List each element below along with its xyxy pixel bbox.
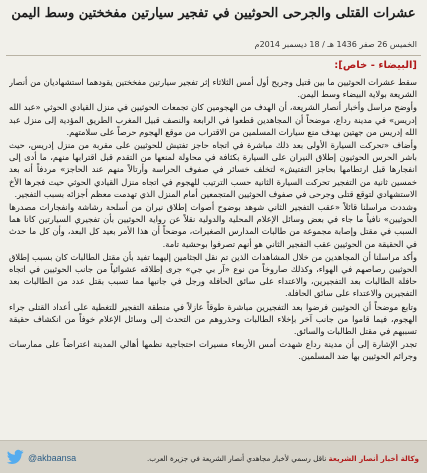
- twitter-handle[interactable]: @akbaansa: [28, 453, 77, 463]
- header-divider: [6, 55, 421, 56]
- twitter-bird-icon[interactable]: [6, 448, 24, 466]
- footer-bar: [0, 440, 427, 473]
- article-body: [9, 76, 417, 440]
- article-paragraph: وتابع موضحاً أن الحوثيين فرضوا بعد التفجيرين مباشرة طوقاً عازلاً في منطقة التفجير للتغطية على أعداد القتلى جراء الهجوم، فيما قاموا من جانب آخر بإخلاء الطالبات وحذروهم من التحدث إلى وسائل الإعلام خوفاً من انكشاف حقيقة تسببهم في مقتل الطالبات والسائق.: [9, 301, 417, 337]
- article-title: عشرات القتلى والجرحى الحوثيين في تفجير سيارتين مفخختين وسط اليمن: [11, 6, 416, 21]
- source-text: ناقل رسمي لأخبار مجاهدي أنصار الشريعة في جزيرة العرب.: [146, 454, 327, 463]
- article-date: الخميس 26 صفر 1436 هـ / 18 ديسمبر 2014م: [254, 40, 417, 49]
- article-paragraph: وشددت مراسلنا قائلاً «عقب التفجير الثاني شوهد بوضوح أصوات إطلاق نيران من أسلحة رشاشة وانفجارات مصدرها الحوثيين» نافياً ما جاء في بعض وسائل الإعلام المحلية والدولية نقلاً عن رواية الحوثيين بأن تفجيري السيارتين كانا هما السبب في مقتل وإصابة مجموعة من طالبات المدارس الصغيرات، موضحاً أن هذا الأمر بعيد كل البعد، وأن كل ما حدث في الحقيقة من الحوثيين عقب التفجير الثاني هو أنهم تصرفوا بوحشية تامة.: [9, 202, 417, 249]
- article-paragraph: سقط عشرات الحوثيين ما بين قتيل وجريح أول أمس الثلاثاء إثر تفجير سيارتين مفخختين يقودهما استشهاديان من أنصار الشريعة بولاية البيضاء وسط اليمن.: [9, 77, 417, 100]
- section-label: [البيضاء - خاص]:: [334, 60, 417, 71]
- article-paragraph: وأكد مراسلنا أن المجاهدين من خلال المشاهدات الذين تم نقل الجثامين إليهما تفيد بأن مقتل الطالبات كان بسبب إطلاق الحوثيين رصاصهم في الهواء، وكذلك صاروخاً من نوع «آر بي جي» جرى إطلاقه عشوائياً من جانب الحوثيين في اتجاه حافلة الطالبات بعد التفجيرين، والاعتداء على سائق الحافلة ورجل في جانبها مما تسبب بقتل عدد من الطالبات بعد التفجيرين والاعتداء على سائق الحافلة.: [9, 251, 417, 299]
- source-label: وكالة أخبار أنصار الشريعة: [328, 454, 419, 463]
- article-paragraph: تجدر الإشارة إلى أن مدينة رداع شهدت أمس الأربعاء مسيرات احتجاجية نظمها أهالي المدينة اعتراضاً على ممارسات وجرائم الحوثيين بها ضد المسلمين.: [9, 339, 417, 362]
- source-credit: [134, 454, 419, 463]
- article-paragraph: وأضاف «تحركت السيارة الأولى بعد ذلك مباشرة في اتجاه حاجز تفتيش للحوثيين على مقربة من منزل إدريس، حيث باشر الحرس الحوثيون إطلاق النيران على السيارة بكثافة في محاولة لمنعها من التقدم قبل اقترابها منهم، ما أدى إلى انفجارها قبل ارتطامها بحاجز التفتيش» لتخلف خسائر في صفوف الحراسة وأرتالاً منهم عند الحاجز» مردفاً أنه بعد خمسين ثانية من التفجير تحركت السيارة الثانية حسب الترتيب للهجوم في اتجاه منزل القيادي الحوثي حيث فجرها الأخ الاستشهادي لتوقع قتلى وجرحى في صفوف الحوثيين المتجمعين أمام المنزل الذي تهدمت معظم أجزائه بسبب التفجير.: [9, 140, 417, 199]
- article-paragraph: وأوضح مراسل وأخبار أنصار الشريعة، أن الهدف من الهجومين كان تجمعات الحوثيين في منزل القيادي الحوثي «عبد الله إدريس» في مدينة رداع، موضحاً أن المجاهدين قطعوا في الرابعة والنصف قبيل المغرب الطريق المؤدية إلى منزل عبد الله إدريس من جهتين بهدف منع سيارات المسلمين من الاقتراب من موقع الهجوم حرصاً على سلامتهم.: [9, 102, 417, 137]
